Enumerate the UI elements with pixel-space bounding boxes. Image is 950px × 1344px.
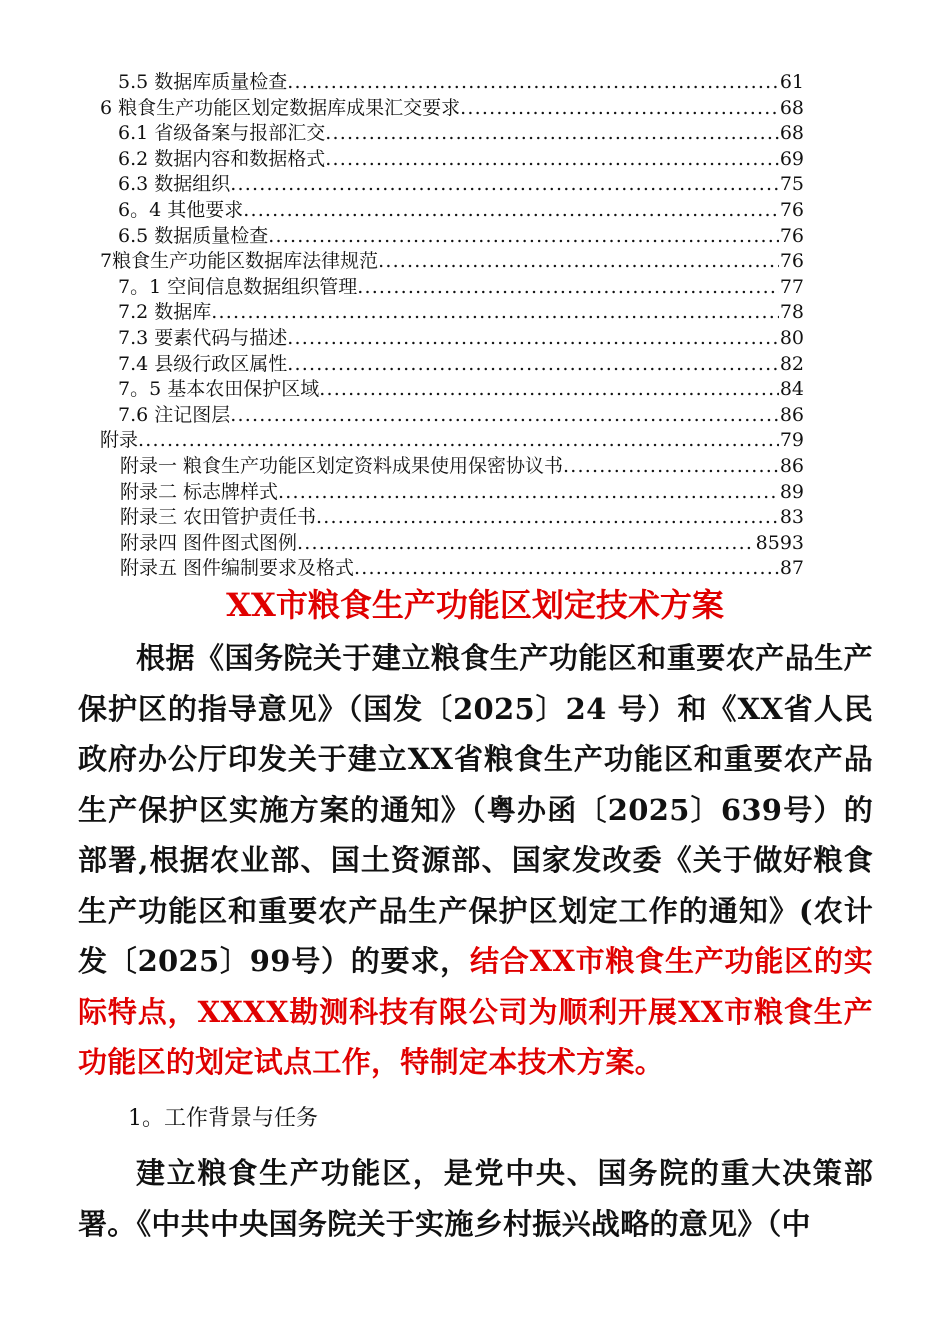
toc-entry[interactable] (100, 428, 804, 454)
toc-entry[interactable] (100, 121, 804, 147)
toc-entry[interactable] (100, 172, 804, 198)
toc-entry[interactable] (100, 480, 804, 506)
toc-leader-dots (138, 428, 779, 454)
background-paragraph: 建立粮食生产功能区，是党中央、国务院的重大决策部署。《中共中央国务院关于实施乡村振兴战略的意见》（中 (78, 1156, 873, 1241)
toc-entry[interactable] (100, 454, 804, 480)
toc-entry-page: 89 (779, 480, 804, 503)
toc-entry[interactable] (100, 352, 804, 378)
toc-entry-page: 77 (779, 275, 804, 298)
toc-entry-label: 5.5 数据库质量检查 (118, 71, 288, 93)
toc-entry-page: 82 (779, 352, 804, 375)
toc-entry-label: 7粮食生产功能区数据库法律规范 (100, 250, 379, 273)
toc-leader-dots (325, 121, 779, 147)
toc-entry-page: 68 (779, 96, 804, 119)
toc-entry[interactable] (100, 147, 804, 173)
toc-entry-label: 附录一 粮食生产功能区划定资料成果使用保密协议书 (120, 454, 564, 477)
toc-entry-label: 6.2 数据内容和数据格式 (118, 147, 326, 170)
toc-entry-label: 附录四 图件图式图例 (120, 531, 298, 554)
document-title: XX市粮食生产功能区划定技术方案 (226, 586, 724, 624)
toc-entry[interactable] (100, 505, 804, 531)
toc-leader-dots (378, 249, 779, 275)
toc-entry[interactable] (100, 198, 804, 224)
toc-entry-page: 84 (779, 378, 804, 401)
toc-leader-dots (316, 505, 779, 531)
toc-entry-page: 86 (779, 454, 804, 477)
toc-leader-dots (563, 454, 779, 480)
toc-leader-dots (354, 556, 779, 582)
toc-entry-page: 68 (779, 122, 804, 145)
toc-entry-label: 6。4 其他要求 (118, 198, 244, 221)
toc-entry[interactable] (100, 531, 804, 557)
toc-leader-dots (357, 275, 779, 301)
toc-entry-page: 76 (779, 250, 804, 273)
toc-entry-page: 86 (779, 403, 804, 426)
intro-text: 根据《国务院关于建立粮食生产功能区和重要农产品生产保护区的指导意见》（国发〔2025〕24 号）和《XX省人民政府办公厅印发关于建立XX省粮食生产功能区和重要农产品生产保护区实施方案的通知》（粤办函〔2025〕639号）的部署,根据农业部、国土资源部、国家发改委《关于做好粮食生产功能区和重要农产品生产保护区划定工作的通知》(农计发〔2025〕99号）的要求， (78, 641, 873, 978)
toc-entry-page: 61 (779, 71, 804, 93)
toc-entry-label: 7.4 县级行政区属性 (118, 352, 288, 375)
toc-entry-label: 7.6 注记图层 (118, 403, 231, 426)
toc-leader-dots (211, 300, 779, 326)
toc-entry-page: 8593 (755, 531, 804, 554)
toc-leader-dots (287, 352, 779, 378)
intro-highlight-text: 结合XX市粮食生产功能区的实际特点，XXXX勘测科技有限公司为顺利开展XX市粮食生产功能区的划定试点工作，特制定本技术方案。 (78, 944, 873, 1079)
toc-entry[interactable] (100, 326, 804, 352)
toc-entry[interactable] (100, 275, 804, 301)
toc-entry-label: 6.5 数据质量检查 (118, 224, 269, 247)
toc-leader-dots (230, 172, 779, 198)
table-of-contents (100, 70, 804, 582)
toc-entry-label: 7。1 空间信息数据组织管理 (118, 275, 358, 298)
toc-entry-label: 附录五 图件编制要求及格式 (120, 557, 355, 580)
intro-paragraph (78, 633, 873, 1088)
toc-entry-label: 附录 (100, 429, 139, 452)
toc-entry-page: 75 (779, 173, 804, 196)
toc-entry-label: 附录二 标志牌样式 (120, 480, 279, 503)
toc-entry-page: 76 (779, 198, 804, 221)
toc-entry[interactable] (100, 96, 804, 122)
toc-entry[interactable] (100, 403, 804, 429)
toc-leader-dots (287, 326, 779, 352)
toc-leader-dots (230, 403, 779, 429)
toc-entry-label: 附录三 农田管护责任书 (120, 506, 317, 529)
toc-leader-dots (243, 198, 779, 224)
toc-entry-page: 80 (779, 326, 804, 349)
toc-entry-page: 79 (779, 429, 804, 452)
toc-entry[interactable] (100, 377, 804, 403)
toc-leader-dots (297, 531, 755, 557)
toc-leader-dots (287, 70, 779, 96)
toc-entry[interactable] (100, 556, 804, 582)
toc-entry-label: 7.2 数据库 (118, 301, 212, 324)
toc-entry-page: 83 (779, 506, 804, 529)
toc-entry-label: 7.3 要素代码与描述 (118, 326, 288, 349)
toc-leader-dots (319, 377, 779, 403)
toc-entry-page: 87 (779, 557, 804, 580)
toc-entry-page: 69 (779, 147, 804, 170)
toc-entry[interactable] (100, 224, 804, 250)
toc-leader-dots (460, 96, 779, 122)
toc-entry-page: 76 (779, 224, 804, 247)
section-heading: 1。工作背景与任务 (128, 1106, 318, 1131)
toc-entry-label: 6.3 数据组织 (118, 173, 231, 196)
toc-entry[interactable] (100, 70, 804, 96)
toc-entry[interactable] (100, 249, 804, 275)
toc-entry-label: 6.1 省级备案与报部汇交 (118, 122, 326, 145)
toc-leader-dots (325, 147, 779, 173)
toc-leader-dots (278, 480, 779, 506)
toc-entry-label: 7。5 基本农田保护区域 (118, 378, 320, 401)
toc-leader-dots (268, 224, 779, 250)
toc-entry[interactable] (100, 300, 804, 326)
toc-entry-label: 6 粮食生产功能区划定数据库成果汇交要求 (100, 96, 461, 119)
toc-entry-page: 78 (779, 301, 804, 324)
